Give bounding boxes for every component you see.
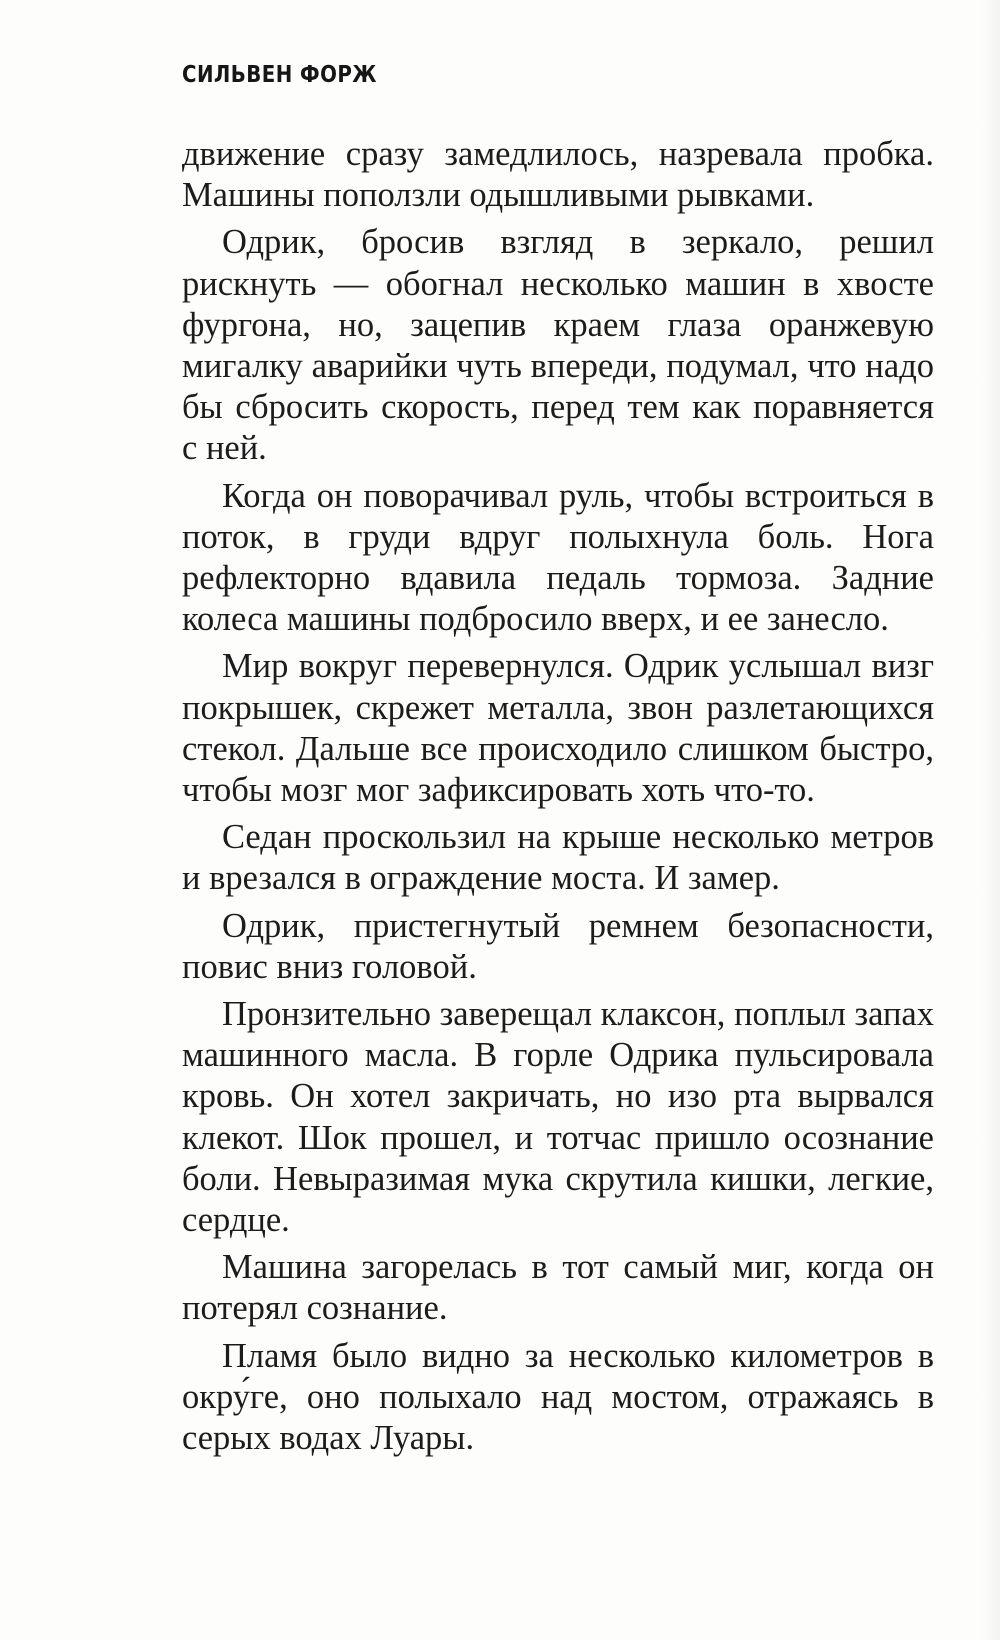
- page-edge-shadow: [982, 0, 1000, 1640]
- paragraph-2: Одрик, бросив взгляд в зеркало, решил рискнуть — обогнал несколько машин в хвосте фургона, но, зацепив краем глаза оранжевую мигалку аварийки чуть впереди, подумал, что надо бы сбросить скорость, перед тем как поравняется с ней.: [182, 223, 934, 468]
- paragraph-7: Пронзительно заверещал клаксон, поплыл запах машинного масла. В горле Одрика пульсировала кровь. Он хотел закричать, но изо рта вырвался клекот. Шок прошел, и тотчас пришло осознание боли. Невыразимая мука скрутила кишки, легкие, сердце.: [182, 995, 934, 1240]
- paragraph-8: Машина загорелась в тот самый миг, когда он потерял сознание.: [182, 1248, 934, 1328]
- running-head-author: СИЛЬВЕН ФОРЖ: [182, 62, 377, 88]
- paragraph-6: Одрик, пристегнутый ремнем безопасности, повис вниз головой.: [182, 906, 934, 986]
- paragraph-4: Мир вокруг перевернулся. Одрик услышал визг покрышек, скрежет металла, звон разлетающихся стекол. Дальше все происходило слишком быстро, чтобы мозг мог зафиксировать хоть что-то.: [182, 647, 934, 810]
- paragraph-5: Седан проскользил на крыше несколько метров и врезался в ограждение моста. И замер.: [182, 818, 934, 898]
- paragraph-1: движение сразу замедлилось, назревала пробка. Машины поползли одышливыми рывками.: [182, 135, 934, 215]
- body-text: [182, 134, 934, 1465]
- paragraph-9: Пламя было видно за несколько километров в окру́ге, оно полыхало над мостом, отражаясь в серых водах Луары.: [182, 1336, 934, 1458]
- paragraph-3: Когда он поворачивал руль, чтобы встроиться в поток, в груди вдруг полыхнула боль. Нога рефлекторно вдавила педаль тормоза. Задние колеса машины подбросило вверх, и ее занесло.: [182, 476, 934, 639]
